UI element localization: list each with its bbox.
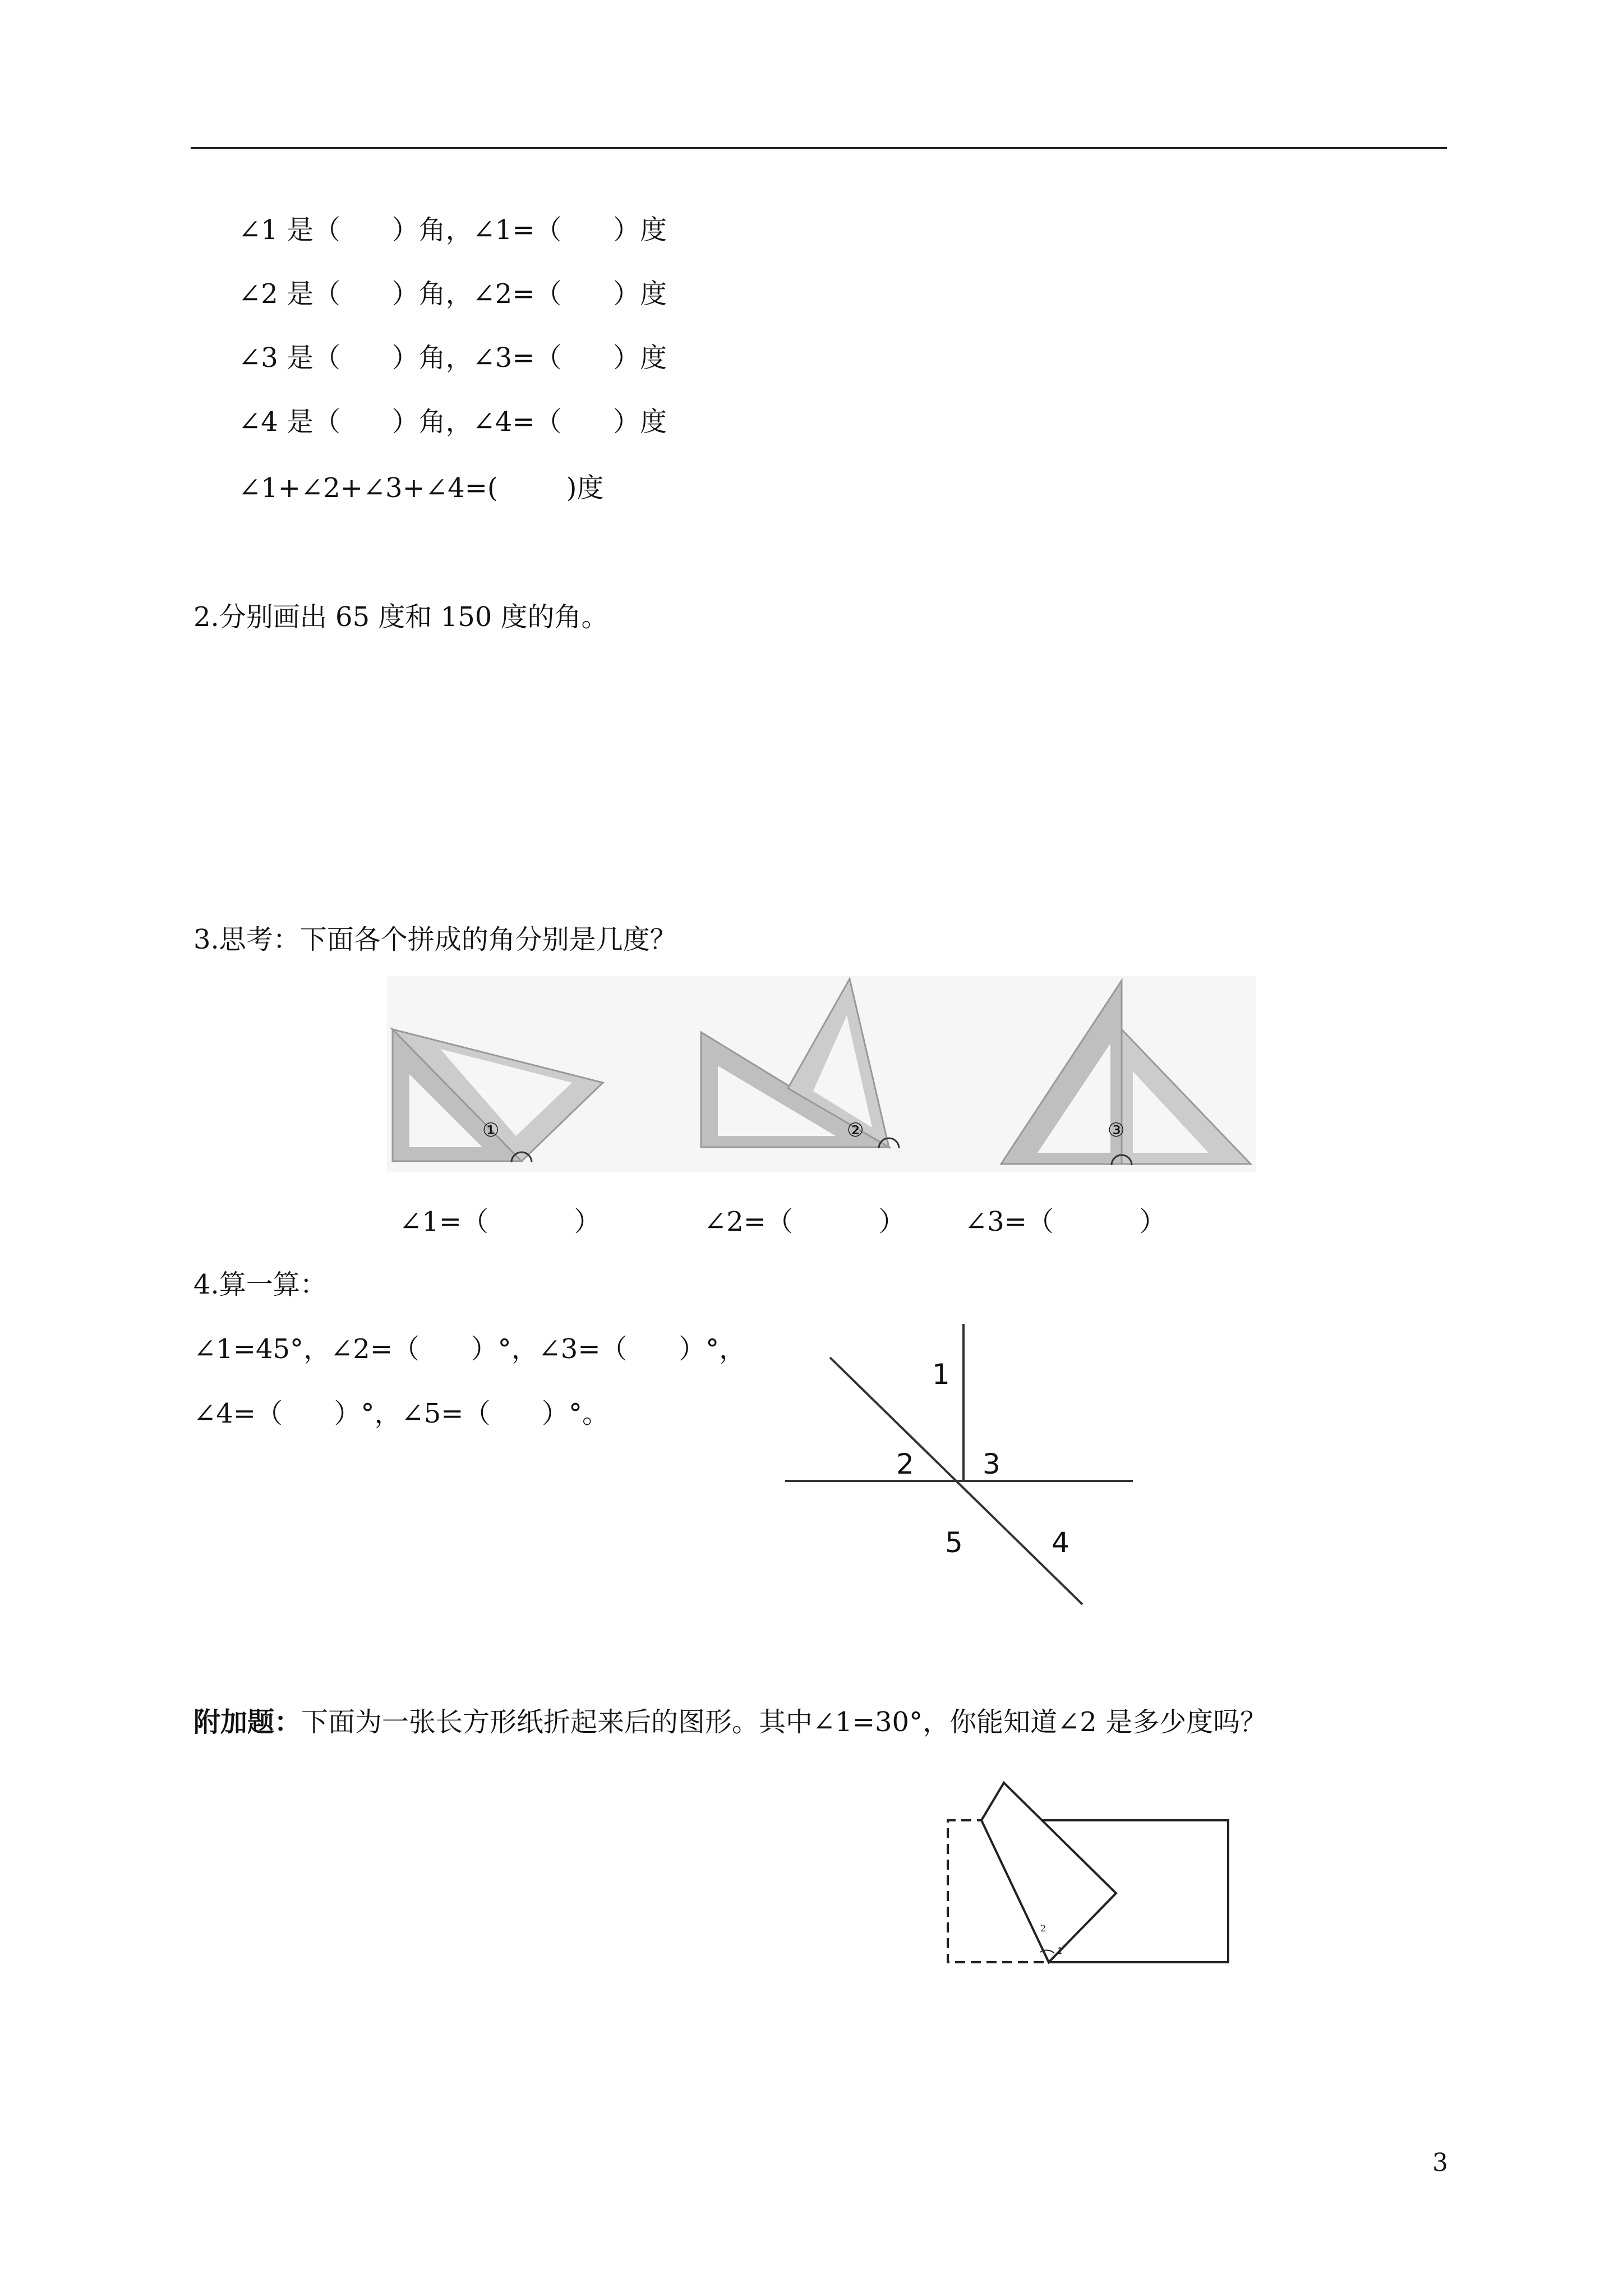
fig4-label-3: 3	[983, 1448, 1000, 1480]
fold-label-1: 1	[1057, 1945, 1063, 1956]
q1-line-3: ∠3 是（ ）角，∠3=（ ）度	[238, 342, 667, 374]
q4-line-2: ∠4=（ ）°，∠5=（ ）°。	[193, 1398, 610, 1429]
page-number: 3	[1432, 2148, 1448, 2177]
folded-paper-figure	[937, 1778, 1239, 1969]
fold-label-2: 2	[1040, 1923, 1046, 1934]
fig4-label-1: 1	[932, 1358, 950, 1391]
q3-answer-3: ∠3=（ ）	[965, 1206, 1166, 1237]
fig4-label-4: 4	[1052, 1526, 1069, 1559]
marker-2: ②	[847, 1119, 864, 1142]
bonus-label: 附加题：	[193, 1706, 302, 1738]
q4-title: 4.算一算：	[193, 1269, 327, 1300]
set-square-figures	[387, 976, 1256, 1172]
bonus-text: 下面为一张长方形纸折起来后的图形。其中∠1=30°，你能知道∠2 是多少度吗？	[301, 1706, 1267, 1738]
folded-flap	[981, 1783, 1116, 1962]
fig4-label-5: 5	[945, 1526, 963, 1559]
q1-line-4: ∠4 是（ ）角，∠4=（ ）度	[238, 406, 667, 438]
q3-text: 3.思考：下面各个拼成的角分别是几度？	[193, 924, 677, 955]
header-rule	[191, 147, 1447, 149]
bonus-line	[193, 1705, 1267, 1739]
q3-answer-2: ∠2=（ ）	[704, 1206, 906, 1237]
q1-line-1: ∠1 是（ ）角，∠1=（ ）度	[238, 214, 667, 246]
q3-answer-1: ∠1=（ ）	[399, 1206, 601, 1237]
marker-3: ③	[1108, 1119, 1125, 1142]
marker-1: ①	[482, 1119, 500, 1142]
q1-sum-line: ∠1+∠2+∠3+∠4=( )度	[238, 472, 604, 504]
intersecting-lines-figure	[785, 1313, 1150, 1610]
q1-line-2: ∠2 是（ ）角，∠2=（ ）度	[238, 278, 667, 310]
q2-text: 2.分别画出 65 度和 150 度的角。	[193, 601, 608, 633]
fig4-label-2: 2	[896, 1448, 914, 1480]
q4-line-1: ∠1=45°，∠2=（ ）°，∠3=（ ）°，	[193, 1333, 746, 1365]
